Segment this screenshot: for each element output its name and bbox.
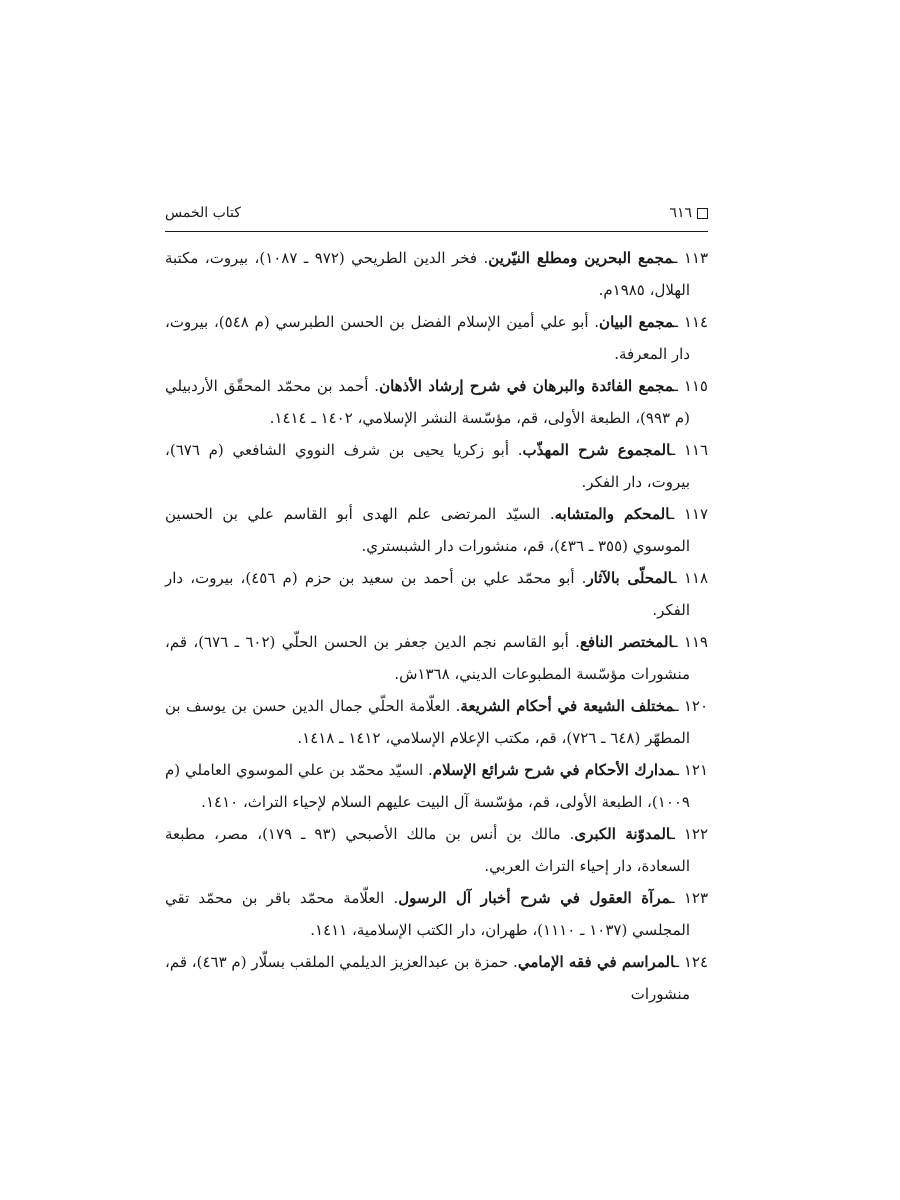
header-divider xyxy=(165,231,708,232)
bibliography-entry xyxy=(165,498,708,562)
bibliography-entry xyxy=(165,946,708,1010)
entry-details: . أبو زكريا يحيى بن شرف النووي الشافعي (م ٦٧٦)، بيروت، دار الفكر. xyxy=(165,441,690,491)
bibliography-entry xyxy=(165,882,708,946)
entry-number: ١١٤ ـ xyxy=(673,313,709,331)
page-number: ٦١٦ xyxy=(669,205,692,221)
bibliography-entry xyxy=(165,562,708,626)
entry-title: مجمع البحرين ومطلع النيّرين xyxy=(488,249,673,267)
entry-details: . العلّامة محمّد باقر بن محمّد تقي المجلسي (١٠٣٧ ـ ١١١٠)، طهران، دار الكتب الإسلامية، ١٤١١. xyxy=(165,889,690,939)
entry-title: المحكم والمتشابه xyxy=(554,505,670,523)
entry-number: ١٢٠ ـ xyxy=(674,697,709,715)
entry-number: ١٢٣ ـ xyxy=(670,889,708,907)
entry-title: مختلف الشيعة في أحكام الشريعة xyxy=(460,697,675,715)
entry-title: مرآة العقول في شرح أخبار آل الرسول xyxy=(398,889,671,907)
entry-details: . أبو محمّد علي بن أحمد بن سعيد بن حزم (م ٤٥٦)، بيروت، دار الفكر. xyxy=(165,569,690,619)
entry-details: . أبو القاسم نجم الدين جعفر بن الحسن الحلّي (٦٠٢ ـ ٦٧٦)، قم، منشورات مؤسّسة المطبوعات الديني، ١٣٦٨ش. xyxy=(165,633,690,683)
bibliography-entry xyxy=(165,306,708,370)
entry-number: ١١٩ ـ xyxy=(673,633,708,651)
entry-title: المحلّى بالآثار xyxy=(586,569,673,587)
entry-details: . أبو علي أمين الإسلام الفضل بن الحسن الطبرسي (م ٥٤٨)، بيروت، دار المعرفة. xyxy=(165,313,690,363)
entry-number: ١١٥ ـ xyxy=(673,377,708,395)
bibliography-entry xyxy=(165,690,708,754)
entry-title: المختصر النافع xyxy=(579,633,674,651)
bibliography-entry xyxy=(165,242,708,306)
bibliography-entry xyxy=(165,818,708,882)
entry-title: مدارك الأحكام في شرح شرائع الإسلام xyxy=(432,761,675,779)
entry-number: ١٢١ ـ xyxy=(674,761,708,779)
square-bullet-icon xyxy=(697,208,708,219)
entry-title: مجمع البيان xyxy=(599,313,674,331)
entry-details: . فخر الدين الطريحي (٩٧٢ ـ ١٠٨٧)، بيروت، مكتبة الهلال، ١٩٨٥م. xyxy=(165,249,690,299)
bibliography-entry xyxy=(165,626,708,690)
entry-details: . العلّامة الحلّي جمال الدين حسن بن يوسف بن المطهّر (٦٤٨ ـ ٧٢٦)، قم، مكتب الإعلام الإسلامي، ١٤١٢ ـ ١٤١٨. xyxy=(165,697,690,747)
entry-number: ١٢٢ ـ xyxy=(670,825,708,843)
entry-title: مجمع الفائدة والبرهان في شرح إرشاد الأذهان xyxy=(379,377,674,395)
entry-details: . حمزة بن عبدالعزيز الديلمي الملقب بسلّار (م ٤٦٣)، قم، منشورات xyxy=(165,953,690,1003)
entry-details: . السيّد محمّد بن علي الموسوي العاملي (م ١٠٠٩)، الطبعة الأولى، قم، مؤسّسة آل البيت عليهم السلام لإحياء التراث، ١٤١٠. xyxy=(165,761,690,811)
entry-number: ١١٧ ـ xyxy=(669,505,708,523)
entry-details: . السيّد المرتضى علم الهدى أبو القاسم علي بن الحسين الموسوي (٣٥٥ ـ ٤٣٦)، قم، منشورات دار الشبستري. xyxy=(165,505,690,555)
bibliography-entry xyxy=(165,434,708,498)
entry-title: المراسم في فقه الإمامي xyxy=(517,953,675,971)
running-book-title: كتاب الخمس xyxy=(165,205,241,221)
entry-number: ١١٣ ـ xyxy=(673,249,709,267)
bibliography-entry xyxy=(165,370,708,434)
entry-number: ١٢٤ ـ xyxy=(674,953,708,971)
entry-number: ١١٦ ـ xyxy=(670,441,709,459)
bibliography-list xyxy=(165,242,708,1010)
entry-details: . أحمد بن محمّد المحقّق الأردبيلي (م ٩٩٣)، الطبعة الأولى، قم، مؤسّسة النشر الإسلامي، ١٤٠٢ ـ ١٤١٤. xyxy=(165,377,690,427)
entry-details: . مالك بن أنس بن مالك الأصبحي (٩٣ ـ ١٧٩)، مصر، مطبعة السعادة، دار إحياء التراث العربي. xyxy=(165,825,690,875)
bibliography-entry xyxy=(165,754,708,818)
entry-title: المجموع شرح المهذّب xyxy=(522,441,671,459)
page-number-group xyxy=(669,205,708,221)
page-header xyxy=(165,203,708,227)
entry-title: المدوّنة الكبرى xyxy=(574,825,671,843)
entry-number: ١١٨ ـ xyxy=(672,569,709,587)
